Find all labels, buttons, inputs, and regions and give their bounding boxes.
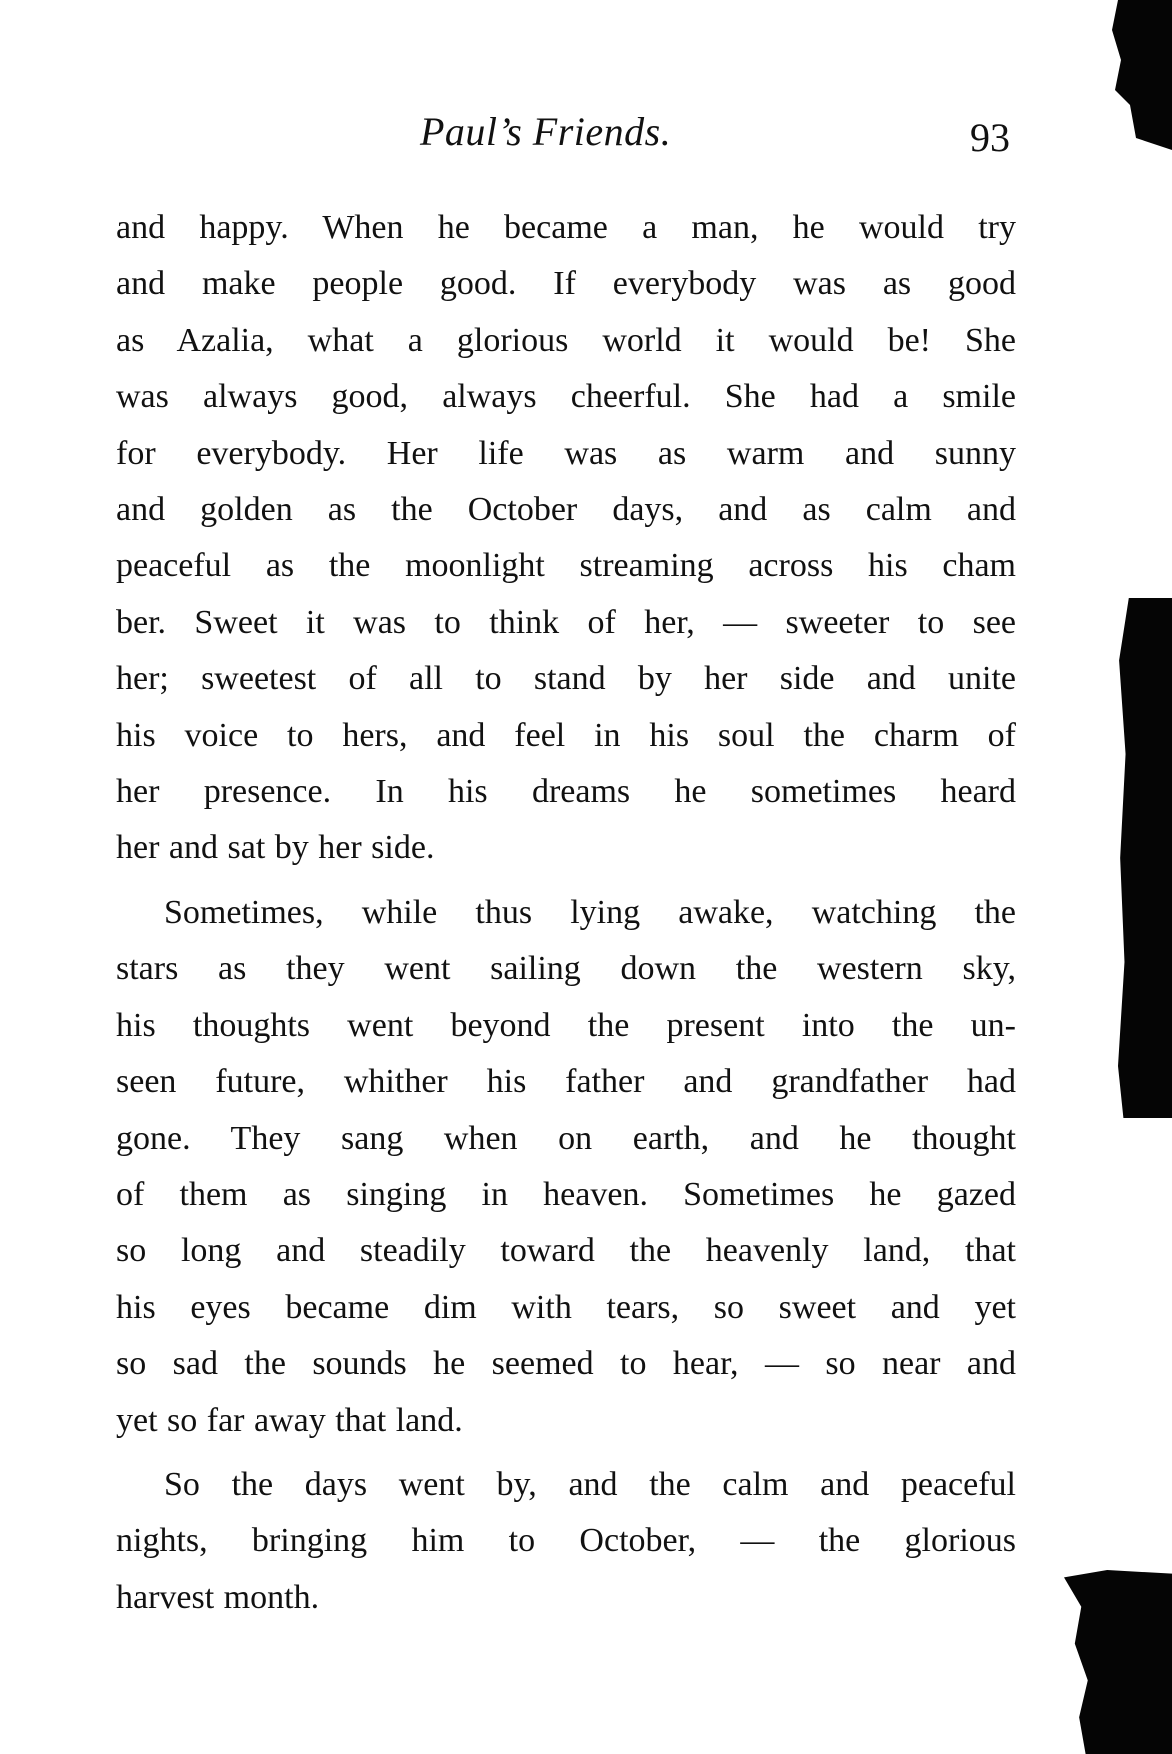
text-line: for everybody. Her life was as warm and sunny — [116, 434, 1016, 472]
text-line: as Azalia, what a glorious world it would be! She — [116, 321, 1016, 359]
scan-edge-mark-middle — [1118, 598, 1172, 1118]
text-line: stars as they went sailing down the western sky, — [116, 950, 1016, 988]
text-line: yet so far away that land. — [116, 1401, 463, 1439]
text-line: his eyes became dim with tears, so sweet and yet — [116, 1288, 1016, 1326]
page-number: 93 — [970, 115, 1010, 160]
text-line: So the days went by, and the calm and peaceful — [164, 1465, 1016, 1503]
text-line: seen future, whither his father and grandfather had — [116, 1063, 1016, 1101]
text-line: his voice to hers, and feel in his soul the charm of — [116, 716, 1016, 754]
text-line: ber. Sweet it was to think of her, — sweeter to see — [116, 603, 1016, 641]
text-line: gone. They sang when on earth, and he thought — [116, 1119, 1016, 1157]
running-header — [0, 108, 1172, 168]
text-line: so long and steadily toward the heavenly land, that — [116, 1232, 1016, 1270]
body-text — [116, 200, 1016, 1626]
text-line: and make people good. If everybody was as good — [116, 265, 1016, 303]
text-line: her and sat by her side. — [116, 829, 435, 867]
text-line: so sad the sounds he seemed to hear, — so near and — [116, 1345, 1016, 1383]
text-line: her; sweetest of all to stand by her side and unite — [116, 660, 1016, 698]
text-line: peaceful as the moonlight streaming across his cham — [116, 547, 1016, 585]
running-title: Paul’s Friends. — [420, 109, 672, 154]
scan-edge-mark-bottom — [1064, 1570, 1172, 1754]
text-line: harvest month. — [116, 1578, 320, 1616]
text-line: and golden as the October days, and as calm and — [116, 491, 1016, 529]
text-line: her presence. In his dreams he sometimes heard — [116, 773, 1016, 811]
text-line: of them as singing in heaven. Sometimes he gazed — [116, 1175, 1016, 1213]
text-line: Sometimes, while thus lying awake, watching the — [164, 893, 1016, 931]
text-line: and happy. When he became a man, he would try — [116, 209, 1016, 246]
text-line: was always good, always cheerful. She had a smile — [116, 378, 1016, 416]
text-line: his thoughts went beyond the present into the un- — [116, 1006, 1016, 1044]
text-line: nights, bringing him to October, — the glorious — [116, 1522, 1016, 1560]
